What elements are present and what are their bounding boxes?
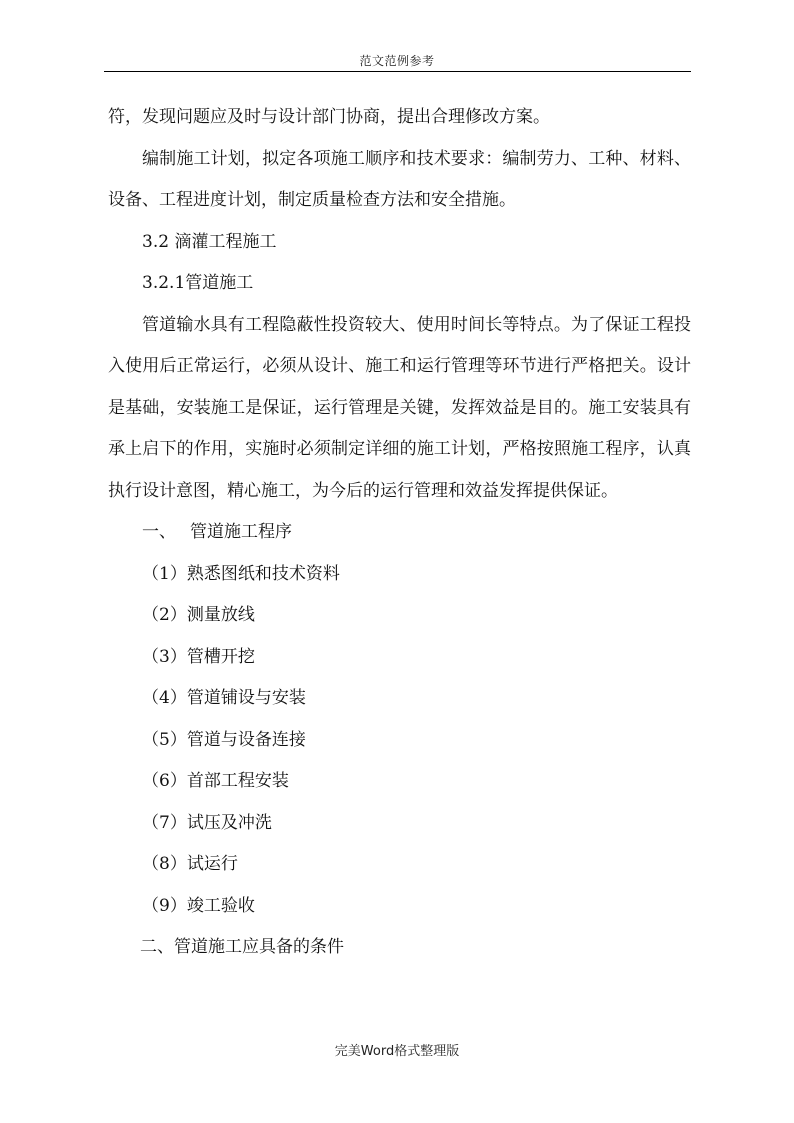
section-heading — [108, 222, 691, 264]
list-item: （9）竣工验收 — [142, 895, 255, 916]
list-item: （4）管道铺设与安装 — [142, 688, 306, 708]
list-item: （1）熟悉图纸和技术资料 — [142, 563, 340, 584]
section-title: 滴灌工程施工 — [174, 231, 277, 252]
page-header: 范文范例参考 — [359, 54, 435, 68]
list-item: （5）管道与设备连接 — [142, 729, 306, 750]
list-item: （2）测量放线 — [142, 605, 255, 625]
heading-procedure-number: 一、 — [142, 522, 176, 542]
heading-procedure — [108, 512, 691, 554]
subsection-heading: 3.2.1管道施工 — [142, 273, 254, 293]
section-number: 3.2 — [142, 231, 170, 252]
list-item: （8）试运行 — [142, 854, 238, 874]
paragraph-construction-plan: 编制施工计划，拟定各项施工顺序和技术要求：编制劳力、工种、材料、设备、工程进度计划，制定质量检查方法和安全措施。 — [108, 148, 691, 210]
header-rule — [104, 71, 691, 72]
document-body — [108, 97, 691, 969]
list-item: （3）管槽开挖 — [142, 646, 255, 667]
paragraph-pipeline-overview: 管道输水具有工程隐蔽性投资较大、使用时间长等特点。为了保证工程投入使用后正常运行，必须从设计、施工和运行管理等环节进行严格把关。设计是基础，安装施工是保证，运行管理是关键，发挥效益是目的。施工安装具有承上启下的作用，实施时必须制定详细的施工计划，严格按照施工程序，认真执行设计意图，精心施工，为今后的运行管理和效益发挥提供保证。 — [108, 314, 691, 501]
list-item: （7）试压及冲洗 — [142, 812, 272, 833]
heading-procedure-text: 管道施工程序 — [190, 522, 292, 542]
list-item: （6）首部工程安装 — [142, 771, 289, 791]
paragraph-continuation: 符，发现问题应及时与设计部门协商，提出合理修改方案。 — [108, 107, 550, 127]
heading-conditions: 二、管道施工应具备的条件 — [140, 937, 344, 957]
page-footer: 完美Word格式整理版 — [334, 1044, 460, 1059]
